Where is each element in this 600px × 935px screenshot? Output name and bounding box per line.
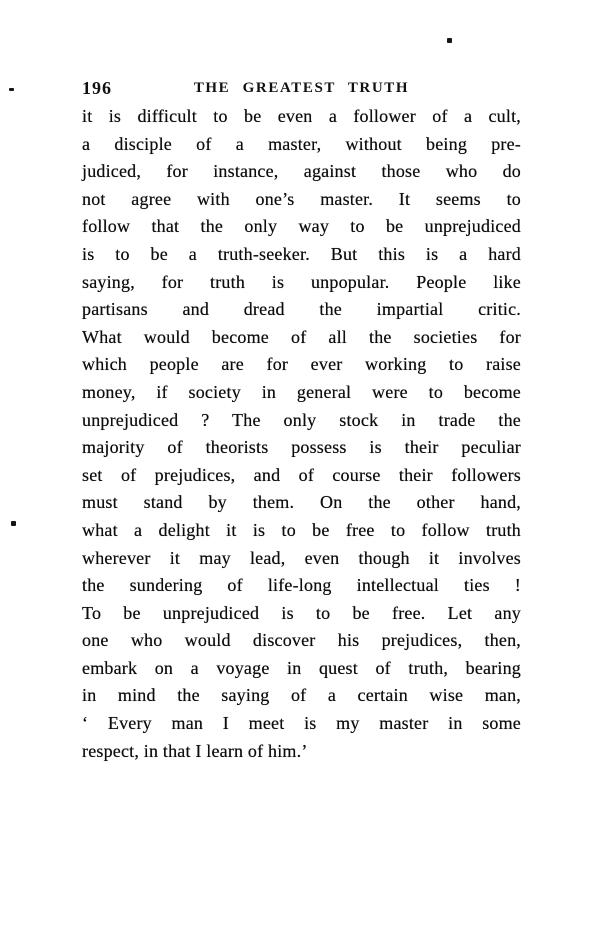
scan-speck-left-lower xyxy=(11,521,16,526)
text-line-18: the sundering of life-long intellectual ties ! xyxy=(82,575,521,596)
text-line-19: To be unprejudiced is to be free. Let any xyxy=(82,602,521,623)
running-title: THE GREATEST TRUTH xyxy=(193,80,410,96)
text-line-9: What would become of all the societies for xyxy=(82,326,521,347)
text-line-24: respect, in that I learn of him.’ xyxy=(82,740,308,761)
text-line-5: follow that the only way to be unprejudiced xyxy=(82,216,521,237)
scan-speck-top xyxy=(447,38,452,43)
text-line-17: wherever it may lead, even though it involves xyxy=(82,547,521,568)
text-line-14: set of prejudices, and of course their followers xyxy=(82,464,521,485)
text-line-7: saying, for truth is unpopular. People like xyxy=(82,271,521,292)
scan-speck-left-upper xyxy=(9,88,14,91)
text-line-3: judiced, for instance, against those who do xyxy=(82,161,521,182)
text-line-22: in mind the saying of a certain wise man, xyxy=(82,685,521,706)
text-line-15: must stand by them. On the other hand, xyxy=(82,492,521,513)
page-text xyxy=(82,103,521,765)
text-line-12: unprejudiced ? The only stock in trade the xyxy=(82,409,521,430)
text-line-16: what a delight it is to be free to follow truth xyxy=(82,519,521,540)
text-line-23: ‘ Every man I meet is my master in some xyxy=(82,713,521,734)
text-line-10: which people are for ever working to raise xyxy=(82,354,521,375)
text-line-1: it is difficult to be even a follower of a cult, xyxy=(82,106,521,126)
page-header xyxy=(82,78,521,102)
text-line-4: not agree with one’s master. It seems to xyxy=(82,188,521,209)
text-line-20: one who would discover his prejudices, then, xyxy=(82,630,521,651)
text-line-11: money, if society in general were to become xyxy=(82,381,521,402)
text-line-8: partisans and dread the impartial critic. xyxy=(82,299,521,320)
text-line-13: majority of theorists possess is their peculiar xyxy=(82,437,521,458)
text-line-6: is to be a truth-seeker. But this is a hard xyxy=(82,243,521,264)
text-line-21: embark on a voyage in quest of truth, bearing xyxy=(82,657,521,678)
page-number: 196 xyxy=(82,78,112,98)
text-line-2: a disciple of a master, without being pre- xyxy=(82,133,521,154)
